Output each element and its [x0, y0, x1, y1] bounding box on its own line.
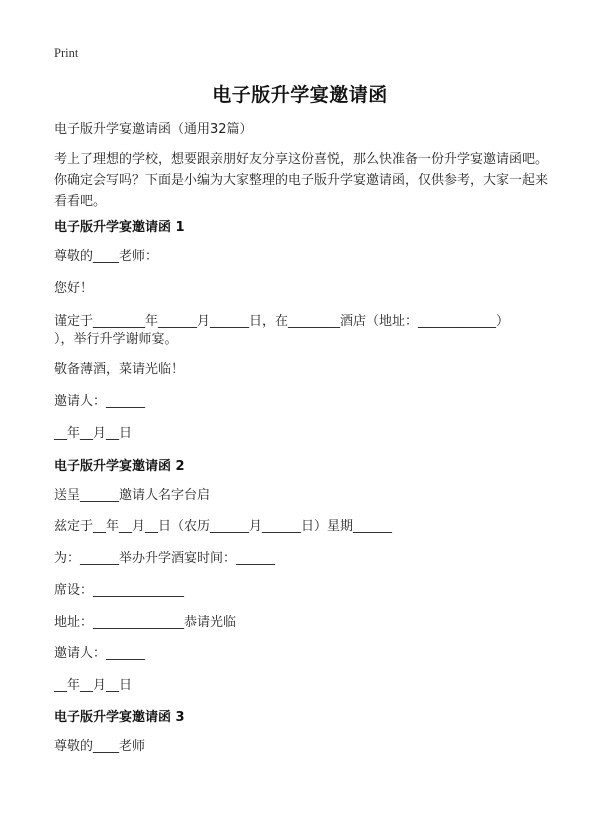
- print-link[interactable]: Print: [54, 46, 79, 60]
- section-2-line: 席设：______________: [54, 583, 185, 598]
- section-2-line: __年__月__日: [54, 678, 133, 693]
- section-1-line: 敬备薄酒，菜请光临！: [54, 362, 185, 377]
- section-2-line: 为：______举办升学酒宴时间：______: [54, 551, 276, 566]
- section-heading-2: 电子版升学宴邀请函 2: [54, 459, 185, 474]
- section-1-line: 您好！: [54, 281, 94, 296]
- intro-paragraph: 考上了理想的学校，想要跟亲朋好友分享这份喜悦，那么快准备一份升学宴邀请函吧。你确定会写吗？下面是小编为大家整理的电子版升学宴邀请函，仅供参考，大家一起来看看吧。: [54, 152, 549, 209]
- section-1-line: ），举行升学谢师宴。: [54, 332, 178, 347]
- section-1-line: 尊敬的____老师：: [54, 249, 159, 264]
- section-heading-1: 电子版升学宴邀请函 1: [54, 220, 185, 235]
- section-1-line: 谨定于________年______月______日，在________酒店（地址：____________）: [54, 314, 510, 329]
- section-heading-3: 电子版升学宴邀请函 3: [54, 710, 185, 725]
- subtitle: 电子版升学宴邀请函（通用32篇）: [54, 122, 253, 137]
- section-3-line: 尊敬的____老师: [54, 739, 146, 754]
- section-2-line: 送呈______邀请人名字台启: [54, 488, 211, 503]
- page-title: 电子版升学宴邀请函: [212, 84, 388, 106]
- section-2-line: 兹定于__年__月__日（农历______月______日）星期______: [54, 519, 393, 534]
- section-1-line: 邀请人：______: [54, 394, 146, 409]
- section-2-line: 邀请人：______: [54, 646, 146, 661]
- section-1-line: __年__月__日: [54, 426, 133, 441]
- section-2-line: 地址：______________恭请光临: [54, 615, 237, 630]
